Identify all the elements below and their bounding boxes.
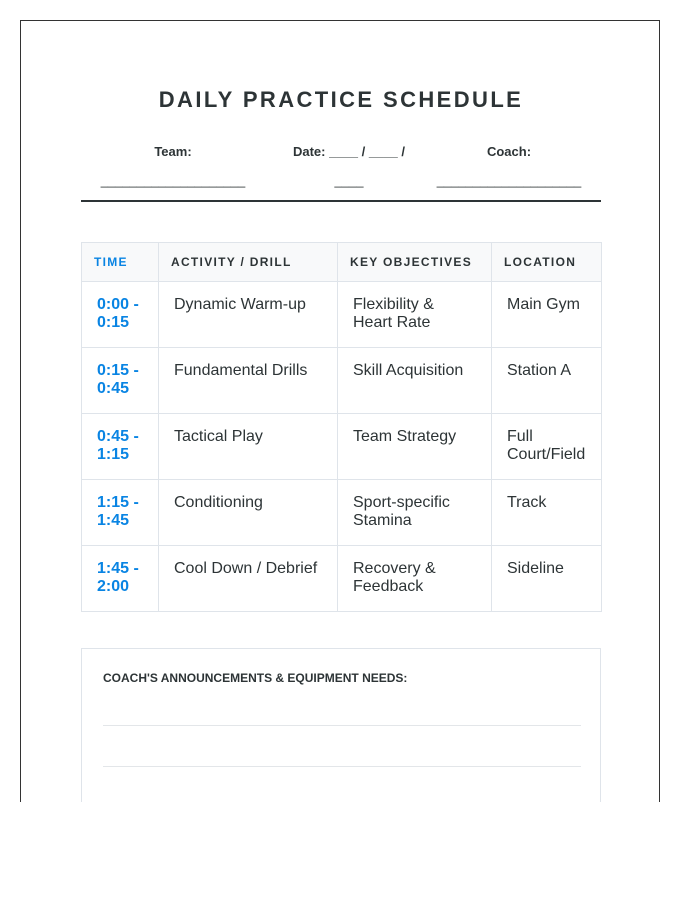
team-blank: ____________________ (100, 173, 246, 188)
note-line[interactable] (103, 725, 581, 726)
objective-cell: Team Strategy (338, 414, 492, 480)
table-header-row (82, 243, 602, 282)
note-line[interactable] (103, 766, 581, 767)
location-cell: Full Court/Field (492, 414, 602, 480)
team-field[interactable] (81, 137, 265, 195)
page-title: DAILY PRACTICE SCHEDULE (158, 87, 524, 112)
practice-schedule-sheet (20, 20, 660, 802)
table-row (82, 282, 602, 348)
activity-cell: Dynamic Warm-up (159, 282, 338, 348)
team-label: Team: (154, 144, 192, 159)
header-fields (81, 137, 601, 188)
activity-cell: Fundamental Drills (159, 348, 338, 414)
column-header-objectives: KEY OBJECTIVES (338, 243, 492, 282)
coach-blank: ____________________ (436, 173, 582, 188)
table-row (82, 480, 602, 546)
date-field[interactable] (265, 137, 433, 195)
table-row (82, 414, 602, 480)
objective-cell: Recovery & Feedback (338, 546, 492, 612)
coach-label: Coach: (486, 144, 532, 159)
coach-field[interactable] (417, 137, 601, 195)
date-blank: ____ (334, 173, 364, 188)
time-cell: 0:45 - 1:15 (82, 414, 159, 480)
column-header-location: LOCATION (492, 243, 602, 282)
column-header-activity: ACTIVITY / DRILL (159, 243, 338, 282)
table-row (82, 546, 602, 612)
objective-cell: Flexibility & Heart Rate (338, 282, 492, 348)
location-cell: Track (492, 480, 602, 546)
column-header-time: TIME (82, 243, 159, 282)
time-cell: 0:00 - 0:15 (82, 282, 159, 348)
date-label: Date: ____ / ____ / (292, 144, 406, 159)
objective-cell: Skill Acquisition (338, 348, 492, 414)
header-divider (81, 200, 601, 202)
time-cell: 0:15 - 0:45 (82, 348, 159, 414)
activity-cell: Cool Down / Debrief (159, 546, 338, 612)
location-cell: Sideline (492, 546, 602, 612)
location-cell: Main Gym (492, 282, 602, 348)
location-cell: Station A (492, 348, 602, 414)
time-cell: 1:45 - 2:00 (82, 546, 159, 612)
activity-cell: Tactical Play (159, 414, 338, 480)
table-row (82, 348, 602, 414)
announcements-box (81, 648, 601, 802)
activity-cell: Conditioning (159, 480, 338, 546)
schedule-table (81, 242, 602, 612)
objective-cell: Sport-specific Stamina (338, 480, 492, 546)
announcements-title: COACH'S ANNOUNCEMENTS & EQUIPMENT NEEDS: (103, 671, 408, 685)
time-cell: 1:15 - 1:45 (82, 480, 159, 546)
